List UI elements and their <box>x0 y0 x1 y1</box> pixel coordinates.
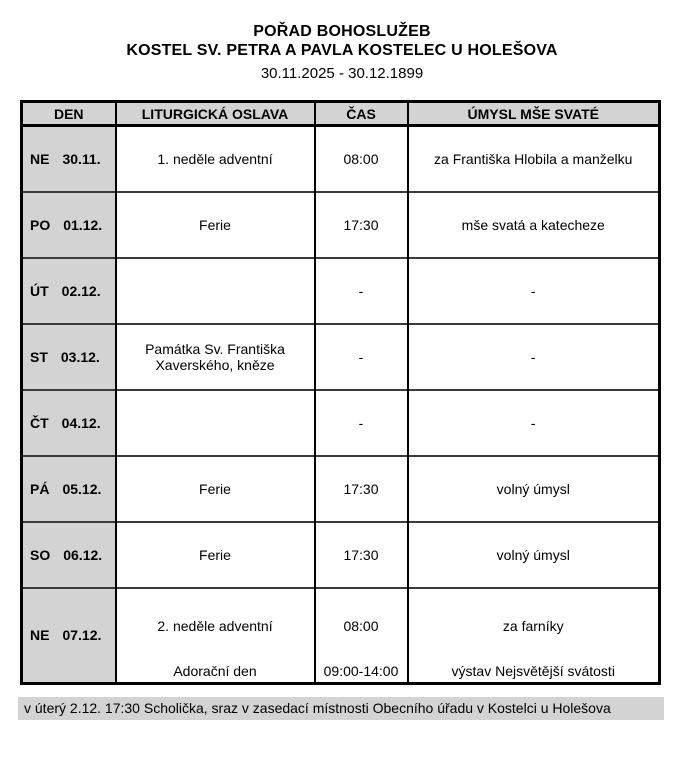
celebration-cell <box>116 588 315 684</box>
time-cell: 08:00 <box>315 126 408 192</box>
time-cell: 17:30 <box>315 456 408 522</box>
day-cell <box>22 192 116 258</box>
time-cell: - <box>315 258 408 324</box>
day-date: 05.12. <box>62 480 102 497</box>
day-abbr: PO <box>30 216 51 233</box>
table-row <box>22 588 660 684</box>
day-cell <box>22 324 116 390</box>
col-header-umysl-mse-svate: ÚMYSL MŠE SVATÉ <box>408 102 660 126</box>
intention-cell: za Františka Hlobila a manželku <box>408 126 660 192</box>
day-date: 01.12. <box>63 216 103 233</box>
col-header-den: DEN <box>22 102 116 126</box>
table-row <box>22 258 660 324</box>
intention-cell: volný úmysl <box>408 456 660 522</box>
date-range: 30.11.2025 - 30.12.1899 <box>260 65 424 82</box>
intention-primary: za farníky <box>502 617 564 634</box>
day-abbr: ST <box>30 348 48 365</box>
time-secondary: 09:00-14:00 <box>323 662 399 679</box>
day-date: 04.12. <box>61 414 101 431</box>
time-cell: - <box>315 390 408 456</box>
celebration-cell <box>116 258 315 324</box>
schedule-table <box>20 100 661 685</box>
day-date: 06.12. <box>63 546 103 563</box>
day-abbr: ČT <box>30 414 49 431</box>
celebration-primary: 2. neděle adventní <box>157 617 273 634</box>
table-row <box>22 456 660 522</box>
time-cell: 17:30 <box>315 192 408 258</box>
table-header <box>22 102 660 126</box>
intention-secondary: výstav Nejsvětější svátosti <box>451 662 615 679</box>
time-stack <box>316 589 407 682</box>
col-header-cas: ČAS <box>315 102 408 126</box>
celebration-cell: Ferie <box>116 522 315 588</box>
time-cell <box>315 588 408 684</box>
intention-cell: mše svatá a katecheze <box>408 192 660 258</box>
title-block <box>0 0 684 83</box>
celebration-cell: Ferie <box>116 192 315 258</box>
celebration-stack <box>117 589 314 682</box>
day-abbr: ÚT <box>30 282 49 299</box>
time-cell: 17:30 <box>315 522 408 588</box>
celebration-cell: Památka Sv. Františka Xaverského, kněze <box>116 324 315 390</box>
header-row <box>22 102 660 126</box>
footer-note: v úterý 2.12. 17:30 Scholička, sraz v zasedací místnosti Obecního úřadu v Kostelci u Holešova <box>18 697 664 720</box>
day-date: 03.12. <box>60 348 100 365</box>
day-cell <box>22 258 116 324</box>
time-cell: - <box>315 324 408 390</box>
intention-cell: - <box>408 390 660 456</box>
celebration-cell: Ferie <box>116 456 315 522</box>
time-primary: 08:00 <box>343 617 379 634</box>
day-cell <box>22 522 116 588</box>
day-cell <box>22 588 116 684</box>
intention-cell: - <box>408 324 660 390</box>
day-abbr: PÁ <box>30 480 50 497</box>
schedule-body <box>22 126 660 684</box>
day-cell <box>22 390 116 456</box>
table-row <box>22 192 660 258</box>
church-title: KOSTEL SV. PETRA A PAVLA KOSTELEC U HOLEŠOVA <box>126 42 558 59</box>
day-abbr: NE <box>30 627 50 643</box>
celebration-secondary: Adorační den <box>173 662 257 679</box>
day-date: 02.12. <box>61 282 101 299</box>
intention-cell: - <box>408 258 660 324</box>
day-abbr: SO <box>30 546 51 563</box>
table-row <box>22 390 660 456</box>
table-row <box>22 126 660 192</box>
celebration-cell <box>116 390 315 456</box>
day-cell <box>22 456 116 522</box>
intention-stack <box>409 589 659 682</box>
celebration-cell: 1. neděle adventní <box>116 126 315 192</box>
intention-cell: volný úmysl <box>408 522 660 588</box>
col-header-liturgicka-oslava: LITURGICKÁ OSLAVA <box>116 102 315 126</box>
day-date: 07.12. <box>62 627 102 643</box>
day-cell <box>22 126 116 192</box>
page-title: POŘAD BOHOSLUŽEB <box>253 23 431 40</box>
table-row <box>22 522 660 588</box>
day-date: 30.11. <box>62 150 101 167</box>
intention-cell <box>408 588 660 684</box>
table-row <box>22 324 660 390</box>
day-abbr: NE <box>30 150 50 167</box>
